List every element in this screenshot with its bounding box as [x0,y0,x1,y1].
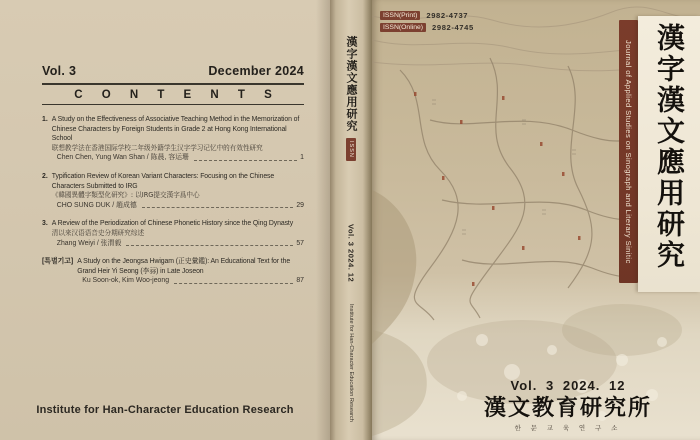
contents-block [42,64,304,295]
article-entry [42,257,304,286]
publisher-name: Institute for Han-Character Education Research [36,404,294,416]
dot-leader [174,283,293,284]
issn-online-value: 2982-4745 [432,23,474,32]
article-authors: Zhang Weiyi / 张渭毅 [56,239,122,247]
article-title-en: A Study on the Jeongsa Hwigam (正史彙鑑): An Educational Text for the Grand Heir Yi Seong (李祘) in Late Joseon [77,258,291,275]
journal-title-zh-vertical: 漢字漢文應用研究 [653,23,686,271]
article-entry [42,115,304,163]
article-list [42,115,304,286]
article-number: 2. [42,172,48,180]
article-page-number: 1 [300,154,304,162]
article-authors: Ku Soon-ok, Kim Woo-jeong [82,277,170,285]
article-entry [42,219,304,248]
back-cover [0,0,330,440]
spine-publisher: Institute for Han-Character Education Research [348,304,354,422]
article-page-number: 29 [296,201,304,209]
article-number: 3. [42,220,48,228]
article-title-zh: 《韓國異體字類型化研究》: 以IRG提交漢字爲中心 [51,191,200,200]
contents-header [42,64,304,78]
front-bottom-block [484,378,652,432]
dot-leader [142,207,294,208]
article-title-en: A Review of the Periodization of Chinese Phonetic History since the Qing Dynasty [51,220,294,228]
article-page-number: 87 [296,277,304,285]
contents-title: C O N T E N T S [74,89,280,101]
front-volume-date: Vol. 3 2024. 12 [510,378,626,393]
article-page-number: 57 [296,239,304,247]
article-title-en: Typification Review of Korean Variant Characters: Focusing on the Chinese Characters Submitted to IRG [51,172,275,190]
journal-title-en-vertical: Journal of Applied Studies on Sinograph and Literary Sinitic [619,20,638,283]
article-title-zh: 清以来汉语语音史分期研究综述 [51,228,145,237]
article-special-tag: [특별기고] [42,258,74,266]
front-cover [372,0,700,440]
divider [42,104,304,105]
journal-title-panel [638,16,700,292]
article-authors: CHO SUNG DUK / 趙成德 [56,201,137,209]
article-title-en: A Study on the Effectiveness of Associative Teaching Method in the Memorization of Chinese Characters by Foreign Students in Grade 2 at Hong Kong International School [51,116,300,143]
issn-print-value: 2982-4737 [426,11,469,20]
issn-block [380,11,474,35]
spine-journal-title-zh: 漢字漢文應用研究 [345,36,358,132]
volume-label: Vol. 3 [42,64,77,78]
publisher-name-kr: 한 문 교 육 연 구 소 [514,425,622,432]
dot-leader [126,245,293,246]
spine [330,0,372,440]
article-number: 1. [42,116,48,123]
spine-volume-date: Vol. 3 2024. 12 [346,224,356,283]
article-title-zh: 联想教学法在香港国际学校二年级外籍学生汉字学习记忆中的有效性研究 [51,143,263,152]
spine-issn-badge: ISSN [346,138,356,161]
article-entry [42,172,304,210]
issn-print-label: ISSN(Print) [380,11,420,20]
publisher-name-zh: 漢文教育研究所 [483,395,652,421]
issn-online-label: ISSN(Online) [380,23,426,32]
article-authors: Chen Chen, Yung Wan Shan / 陈晨, 容运珊 [56,154,189,162]
dot-leader [194,160,297,161]
issue-date-label: December 2024 [208,64,304,78]
